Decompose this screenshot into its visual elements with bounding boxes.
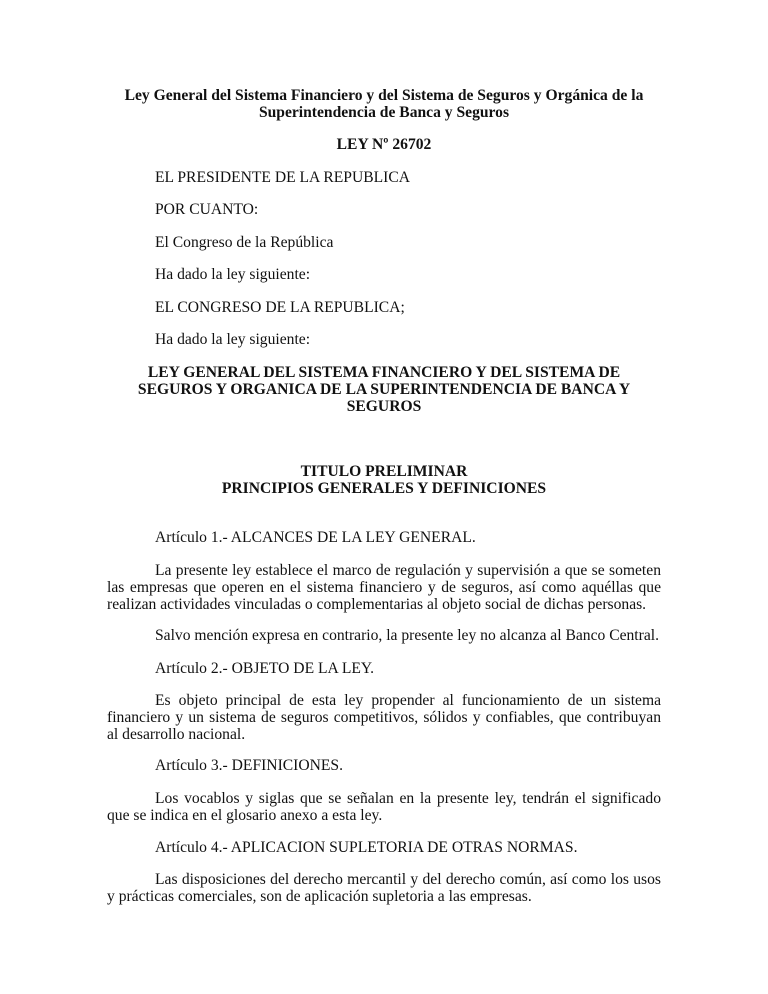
preamble-ha-dado-1: Ha dado la ley siguiente: [155,266,311,283]
article-1-heading: Artículo 1.- ALCANCES DE LA LEY GENERAL. [155,529,476,546]
preamble-ha-dado-2: Ha dado la ley siguiente: [155,331,311,348]
article-1-paragraph-2: Salvo mención expresa en contrario, la presente ley no alcanza al Banco Central. [155,627,659,644]
article-2-heading: Artículo 2.- OBJETO DE LA LEY. [155,660,375,677]
law-number: LEY Nº 26702 [336,136,432,153]
preamble-congreso: El Congreso de la República [155,234,334,251]
document-title [107,87,661,121]
law-heading-line-1: LEY GENERAL DEL SISTEMA FINANCIERO Y DEL SISTEMA DE [147,364,621,381]
preamble-congreso-caps: EL CONGRESO DE LA REPUBLICA; [155,299,405,316]
document-title-line-2: Superintendencia de Banca y Seguros [258,104,510,121]
title-preliminar-line-1: TITULO PRELIMINAR [300,463,468,480]
article-3-paragraph-1: Los vocablos y siglas que se señalan en la presente ley, tendrán el significado que se indica en el glosario anexo a esta ley. [107,790,661,824]
article-2-paragraph-1: Es objeto principal de esta ley propender al funcionamiento de un sistema financiero y un sistema de seguros competitivos, sólidos y confiables, que contribuyan al desarrollo nacional. [107,692,661,743]
law-heading-line-2: SEGUROS Y ORGANICA DE LA SUPERINTENDENCIA DE BANCA Y [137,381,631,398]
article-3-heading: Artículo 3.- DEFINICIONES. [155,757,343,774]
article-1-paragraph-1: La presente ley establece el marco de regulación y supervisión a que se someten las empresas que operen en el sistema financiero y de seguros, así como aquéllas que realizan actividades vinculadas o complementarias al objeto social de dichas personas. [107,562,661,613]
document-title-line-1: Ley General del Sistema Financiero y del Sistema de Seguros y Orgánica de la [124,87,644,104]
preamble-president: EL PRESIDENTE DE LA REPUBLICA [155,169,410,186]
article-4-paragraph-1: Las disposiciones del derecho mercantil y del derecho común, así como los usos y prácticas comerciales, son de aplicación supletoria a las empresas. [107,871,661,905]
title-preliminar-line-2: PRINCIPIOS GENERALES Y DEFINICIONES [221,480,547,497]
title-preliminar [107,463,661,497]
law-heading [107,364,661,415]
preamble-por-cuanto: POR CUANTO: [155,201,259,218]
article-4-heading: Artículo 4.- APLICACION SUPLETORIA DE OTRAS NORMAS. [155,839,578,856]
law-heading-line-3: SEGUROS [346,398,422,415]
